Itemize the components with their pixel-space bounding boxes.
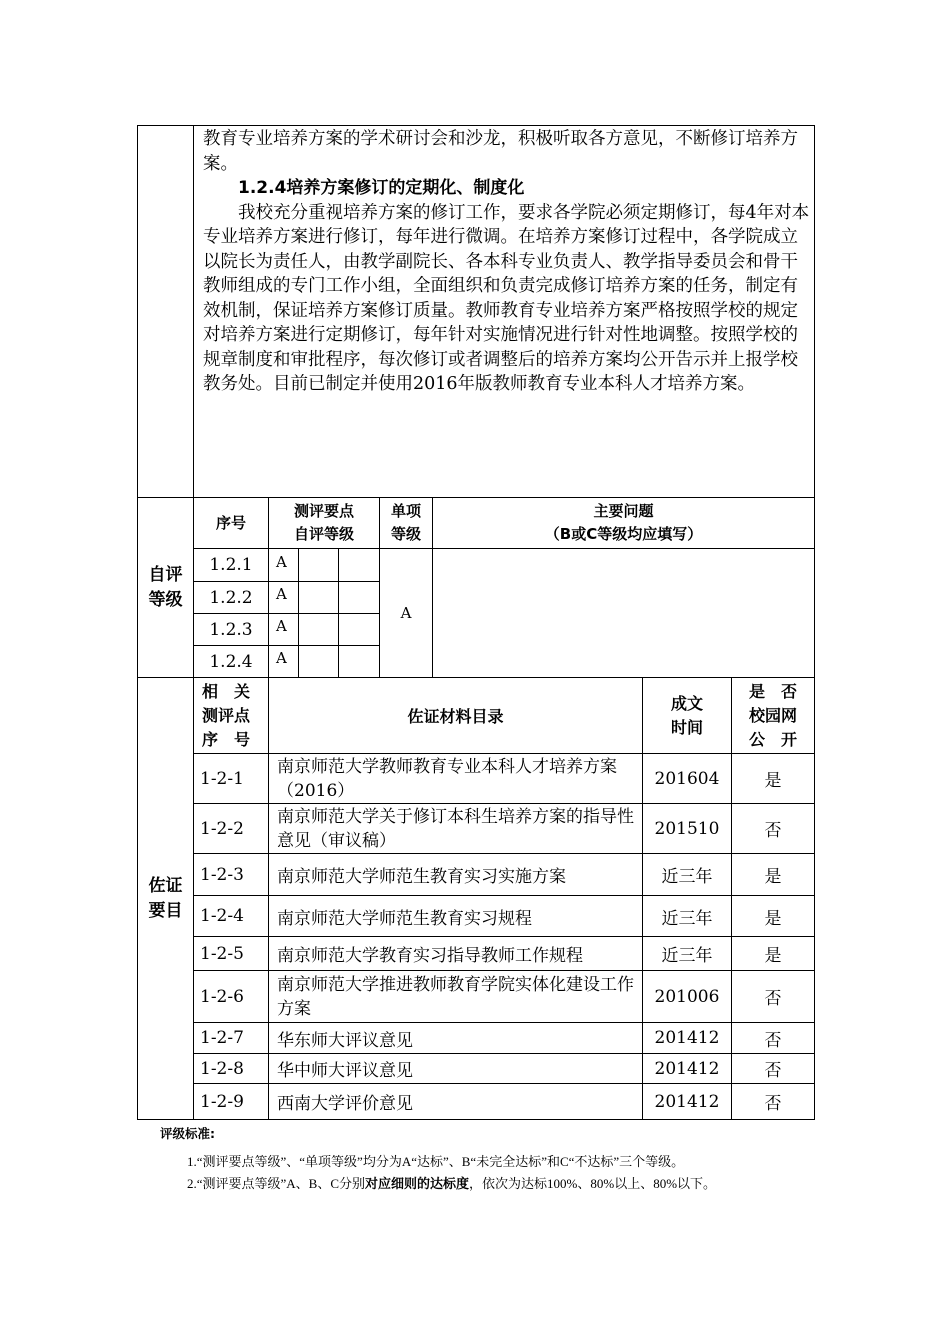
evidence-public: 否 [764, 1094, 782, 1114]
self-eval-seq: 1.2.2 [209, 587, 253, 608]
section-heading: 1.2.4培养方案修订的定期化、制度化 [238, 178, 525, 198]
evidence-col-date-line1: 成文 [670, 693, 703, 713]
evidence-date: 201412 [654, 1058, 720, 1079]
grading-standard-line-2-bold: 对应细则的达标度 [365, 1176, 470, 1191]
evidence-date: 201604 [654, 768, 720, 789]
evidence-title: 南京师范大学教育实习指导教师工作规程 [277, 946, 583, 966]
grading-standard-line-2-post: ，依次为达标100%、80%以上、80%以下。 [469, 1176, 717, 1191]
evidence-date: 近三年 [661, 908, 713, 929]
col-header-issues-line1: 主要问题 [593, 502, 654, 520]
evidence-date: 201006 [654, 986, 720, 1007]
grading-standard-line-2 [187, 1173, 716, 1192]
evidence-col-public-line2: 校园网 [748, 705, 797, 725]
evidence-public: 是 [764, 771, 782, 791]
evidence-date: 201412 [654, 1028, 720, 1048]
evidence-seq: 1-2-9 [200, 1091, 244, 1112]
evidence-seq: 1-2-8 [200, 1058, 244, 1079]
evidence-title: 南京师范大学教师教育专业本科人才培养方案（2016） [277, 756, 617, 801]
evidence-title: 南京师范大学师范生教育实习实施方案 [277, 867, 566, 887]
col-header-points [269, 498, 379, 548]
evidence-col-public-line1: 是 否 [748, 681, 797, 701]
evidence-seq: 1-2-4 [200, 906, 244, 926]
col-header-issues [433, 498, 814, 548]
evidence-title: 南京师范大学师范生教育实习规程 [277, 908, 532, 929]
evidence-col-seq-line2: 测评点 [202, 705, 251, 725]
col-header-seq: 序号 [215, 513, 246, 532]
evidence-col-public-line3: 公 开 [748, 729, 797, 749]
evidence-public: 是 [764, 867, 782, 887]
col-header-issues-line2: （B或C等级均应填写） [544, 525, 703, 543]
evidence-seq: 1-2-5 [200, 943, 244, 964]
evidence-col-date-line2: 时间 [670, 717, 703, 737]
evidence-public: 是 [764, 946, 782, 966]
self-eval-seq: 1.2.1 [209, 555, 253, 575]
evidence-date: 201412 [654, 1091, 720, 1112]
self-eval-grade: A [276, 553, 287, 571]
evidence-title: 西南大学评价意见 [277, 1094, 413, 1114]
content-block [203, 127, 813, 397]
evidence-date: 近三年 [661, 867, 713, 887]
evidence-public: 是 [764, 908, 782, 929]
col-header-single [380, 498, 432, 548]
self-eval-seq: 1.2.4 [209, 651, 253, 672]
col-header-single-line1: 单项 [390, 502, 421, 520]
evidence-col-seq-line1: 相 关 [202, 681, 251, 701]
evidence-date: 201510 [654, 818, 720, 839]
self-eval-seq: 1.2.3 [209, 619, 253, 640]
self-eval-section-label: 自评等级 [148, 564, 183, 610]
grading-standard-line-1: 1.“测评要点等级”、“单项等级”均分为A“达标”、B“未完全达标”和C“不达标”三个等级。 [187, 1154, 685, 1169]
col-header-points-line1: 测评要点 [293, 502, 354, 520]
self-eval-grade: A [276, 585, 287, 603]
col-header-points-line2: 自评等级 [293, 525, 354, 543]
evidence-col-date [643, 678, 731, 753]
single-item-grade: A [400, 604, 412, 622]
evidence-seq: 1-2-1 [200, 768, 244, 789]
evidence-col-seq [194, 678, 268, 753]
evidence-title: 南京师范大学关于修订本科生培养方案的指导性意见（审议稿） [277, 806, 634, 851]
evidence-seq: 1-2-2 [200, 818, 244, 839]
grading-standard-line-2-pre: 2.“测评要点等级”A、B、C分别 [187, 1176, 366, 1191]
evidence-title: 华东师大评议意见 [277, 1030, 413, 1051]
evidence-seq: 1-2-7 [200, 1028, 244, 1048]
evidence-seq: 1-2-3 [200, 864, 244, 885]
self-eval-grade: A [276, 617, 287, 635]
col-header-single-line2: 等级 [390, 525, 421, 543]
evidence-date: 近三年 [661, 946, 713, 966]
evidence-public: 否 [764, 821, 782, 841]
evidence-title: 华中师大评议意见 [277, 1061, 413, 1081]
evidence-col-public [732, 678, 814, 753]
evidence-title: 南京师范大学推进教师教育学院实体化建设工作方案 [277, 974, 634, 1019]
evidence-col-title: 佐证材料目录 [407, 707, 504, 726]
paragraph-main: 我校充分重视培养方案的修订工作，要求各学院必须定期修订，每4年对本专业培养方案进行修订，每年进行微调。在培养方案修订过程中，各学院成立以院长为责任人，由教学副院长、各本科专业负责人、教学指导委员会和骨干教师组成的专门工作小组，全面组织和负责完成修订培养方案的任务，制定有效机制，保证培养方案修订质量。教师教育专业培养方案严格按照学校的规定对培养方案进行定期修订，每年针对实施情况进行针对性地调整。按照学校的规章制度和审批程序，每次修订或者调整后的培养方案均公开告示并上报学校教务处。目前已制定并使用2016年版教师教育专业本科人才培养方案。 [203, 202, 810, 394]
evidence-col-seq-line3: 序 号 [202, 729, 251, 749]
evidence-public: 否 [764, 1061, 782, 1081]
paragraph-continuation: 教育专业培养方案的学术研讨会和沙龙，积极听取各方意见，不断修订培养方案。 [203, 129, 798, 174]
evidence-section-label: 佐证要目 [148, 875, 183, 921]
evidence-public: 否 [764, 989, 782, 1009]
grading-standard-title: 评级标准: [160, 1126, 215, 1141]
self-eval-grade: A [276, 649, 287, 667]
evidence-public: 否 [764, 1030, 782, 1051]
evidence-seq: 1-2-6 [200, 986, 244, 1007]
